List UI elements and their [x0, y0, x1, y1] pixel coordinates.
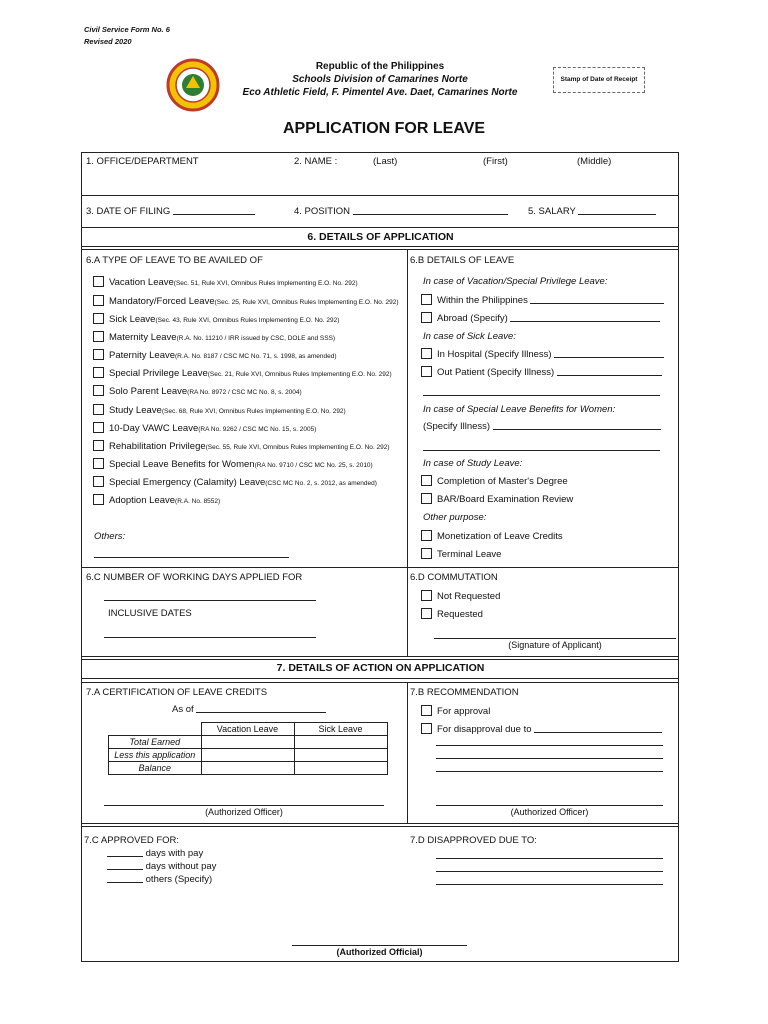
leave-type-label: Vacation Leave [109, 277, 174, 288]
leave-type-checkbox[interactable] [93, 422, 104, 433]
terminal-checkbox[interactable] [421, 548, 432, 559]
table-cell[interactable] [201, 749, 294, 762]
divider [81, 823, 678, 824]
republic-line: Republic of the Philippines [315, 61, 445, 72]
disapproval-line[interactable] [436, 758, 663, 759]
s6a-heading: 6.A TYPE OF LEAVE TO BE AVAILED OF [86, 255, 263, 266]
others-line[interactable] [94, 557, 289, 558]
middle-label: (Middle) [577, 156, 612, 167]
approval-option[interactable] [421, 705, 490, 717]
form-revised: Revised 2020 [84, 37, 132, 46]
date-filing-field[interactable] [86, 206, 255, 217]
section-7-title: 7. DETAILS OF ACTION ON APPLICATION [276, 662, 485, 674]
bar-label: BAR/Board Examination Review [437, 494, 574, 505]
leave-type-checkbox[interactable] [93, 276, 104, 287]
within-ph-label: Within the Philippines [437, 295, 528, 306]
bar-checkbox[interactable] [421, 493, 432, 504]
disapproved-line[interactable] [436, 884, 663, 885]
without-pay-field[interactable] [107, 861, 216, 872]
approval-label: For approval [437, 706, 491, 717]
leave-type-label: Paternity Leave [109, 350, 176, 361]
table-cell[interactable] [294, 762, 387, 775]
position-field[interactable] [294, 206, 508, 217]
case-study: In case of Study Leave: [423, 458, 523, 469]
case-women: In case of Special Leave Benefits for Women: [423, 404, 616, 415]
table-cell[interactable] [294, 736, 387, 749]
s7c-heading: 7.C APPROVED FOR: [84, 835, 180, 846]
leave-type-checkbox[interactable] [93, 349, 104, 360]
s7a-heading: 7.A CERTIFICATION OF LEAVE CREDITS [86, 687, 268, 698]
divider [81, 826, 678, 827]
leave-type-reference: (RA No. 9262 / CSC MC No. 15, s. 2005) [198, 426, 317, 433]
row-label: Less this application [109, 749, 202, 762]
leave-type-label: Sick Leave [109, 314, 156, 325]
row-label: Balance [109, 762, 202, 775]
with-pay-field[interactable] [107, 848, 203, 859]
leave-type-option[interactable] [93, 295, 399, 307]
hospital-checkbox[interactable] [421, 348, 432, 359]
masters-option[interactable] [421, 475, 568, 487]
leave-type-reference: (Sec. 55, Rule XVI, Omnibus Rules Implementing E.O. No. 292) [205, 444, 390, 451]
form-id: Civil Service Form No. 6 [84, 25, 170, 34]
divider [81, 195, 678, 196]
disapproval-option[interactable] [421, 723, 662, 735]
leave-type-checkbox[interactable] [93, 313, 104, 324]
s6d-heading: 6.D COMMUTATION [410, 572, 498, 583]
divider [407, 682, 408, 823]
s6c-heading: 6.C NUMBER OF WORKING DAYS APPLIED FOR [86, 572, 303, 583]
hospital-label: In Hospital (Specify Illness) [437, 349, 552, 360]
within-ph-option[interactable] [421, 294, 664, 306]
table-cell[interactable] [201, 762, 294, 775]
officer-signature-7b[interactable]: (Authorized Officer) [436, 805, 663, 817]
as-of-label: As of [172, 704, 194, 715]
col-sick: Sick Leave [294, 723, 387, 736]
leave-type-label: Solo Parent Leave [109, 386, 188, 397]
leave-type-checkbox[interactable] [93, 331, 104, 342]
outpatient-checkbox[interactable] [421, 366, 432, 377]
leave-type-reference: (Sec. 43, Rule XVI, Omnibus Rules Implementing E.O. No. 292) [155, 317, 340, 324]
leave-type-reference: (CSC MC No. 2, s. 2012, as amended) [265, 480, 377, 487]
monetization-checkbox[interactable] [421, 530, 432, 541]
others-specify-label: others (Specify) [145, 874, 213, 885]
disapproved-line[interactable] [436, 871, 663, 872]
masters-checkbox[interactable] [421, 475, 432, 486]
within-ph-checkbox[interactable] [421, 294, 432, 305]
name-label: 2. NAME : [294, 156, 338, 167]
leave-type-option[interactable] [93, 276, 358, 288]
s6b-heading: 6.B DETAILS OF LEAVE [410, 255, 515, 266]
outpatient-label: Out Patient (Specify Illness) [437, 367, 555, 378]
leave-type-label: Special Emergency (Calamity) Leave [109, 477, 266, 488]
leave-type-reference: (RA No. 8972 / CSC MC No. 8, s. 2004) [187, 389, 302, 396]
officer-signature-7a[interactable]: (Authorized Officer) [104, 805, 384, 817]
leave-type-checkbox[interactable] [93, 404, 104, 415]
leave-type-checkbox[interactable] [93, 440, 104, 451]
leave-type-reference: (R.A. No. 11210 / IRR issued by CSC, DOLE and SSS) [176, 335, 336, 342]
requested-option[interactable] [421, 608, 483, 620]
monetization-label: Monetization of Leave Credits [437, 531, 563, 542]
first-label: (First) [483, 156, 508, 167]
women-specify-line[interactable] [423, 450, 660, 451]
inclusive-dates-line[interactable] [104, 637, 316, 638]
receipt-stamp-box: Stamp of Date of Receipt [553, 67, 645, 93]
leave-type-checkbox[interactable] [93, 494, 104, 505]
leave-type-label: Maternity Leave [109, 332, 177, 343]
disapproved-line[interactable] [436, 858, 663, 859]
divider [407, 249, 408, 656]
s7d-heading: 7.D DISAPPROVED DUE TO: [410, 835, 537, 846]
not-requested-checkbox[interactable] [421, 590, 432, 601]
requested-checkbox[interactable] [421, 608, 432, 619]
leave-type-checkbox[interactable] [93, 367, 104, 378]
salary-label: 5. SALARY [528, 206, 576, 217]
bar-option[interactable] [421, 493, 573, 505]
salary-field[interactable] [528, 206, 656, 217]
date-filing-label: 3. DATE OF FILING [86, 206, 171, 217]
as-of-field[interactable] [172, 704, 326, 715]
leave-type-option[interactable] [93, 404, 346, 416]
leave-type-reference: (Sec. 21, Rule XVI, Omnibus Rules Implementing E.O. No. 292) [207, 371, 392, 378]
leave-type-reference: (R.A. No. 8187 / CSC MC No. 71, s. 1998, as amended) [175, 353, 337, 360]
leave-type-option[interactable] [93, 349, 337, 361]
abroad-checkbox[interactable] [421, 312, 432, 323]
applicant-signature[interactable]: (Signature of Applicant) [434, 638, 676, 650]
inclusive-dates-label: INCLUSIVE DATES [108, 608, 192, 619]
without-pay-label: days without pay [145, 861, 217, 872]
abroad-label: Abroad (Specify) [437, 313, 508, 324]
leave-type-reference: (RA No. 9710 / CSC MC No. 25, s. 2010) [254, 462, 373, 469]
sick-specify-line[interactable] [423, 395, 660, 396]
s7b-heading: 7.B RECOMMENDATION [410, 687, 519, 698]
working-days-line[interactable] [104, 600, 316, 601]
col-vacation: Vacation Leave [201, 723, 294, 736]
position-label: 4. POSITION [294, 206, 350, 217]
others-specify-field[interactable] [107, 874, 212, 885]
authorized-official-signature[interactable]: (Authorized Official) [292, 945, 467, 957]
leave-type-label: Mandatory/Forced Leave [109, 296, 215, 307]
leave-type-label: Rehabilitation Privilege [109, 441, 206, 452]
disapproval-line[interactable] [436, 771, 663, 772]
abroad-option[interactable] [421, 312, 660, 324]
masters-label: Completion of Master's Degree [437, 476, 568, 487]
divider [81, 678, 678, 679]
leave-type-label: Study Leave [109, 405, 162, 416]
not-requested-option[interactable] [421, 590, 500, 602]
last-label: (Last) [373, 156, 398, 167]
divider [81, 682, 678, 683]
women-illness-label: (Specify Illness) [423, 421, 491, 432]
leave-type-option[interactable] [93, 313, 339, 325]
with-pay-label: days with pay [145, 848, 204, 859]
divider [81, 249, 678, 250]
leave-credits-table [108, 722, 388, 775]
leave-type-option[interactable] [93, 385, 302, 397]
leave-type-option[interactable] [93, 367, 392, 379]
terminal-label: Terminal Leave [437, 549, 502, 560]
leave-type-reference: (R.A. No. 8552) [175, 498, 221, 505]
disapproval-line[interactable] [436, 745, 663, 746]
leave-type-option[interactable] [93, 494, 220, 506]
table-cell[interactable] [201, 736, 294, 749]
leave-type-label: Special Leave Benefits for Women [109, 459, 255, 470]
leave-type-label: Adoption Leave [109, 495, 176, 506]
leave-type-label: Special Privilege Leave [109, 368, 208, 379]
division-seal-icon [166, 58, 220, 115]
divider [81, 246, 678, 247]
form-title: APPLICATION FOR LEAVE [282, 120, 486, 137]
women-illness-field[interactable] [423, 421, 661, 432]
disapproval-label: For disapproval due to [437, 724, 532, 735]
table-row [109, 736, 388, 749]
table-cell[interactable] [294, 749, 387, 762]
leave-type-checkbox[interactable] [93, 295, 104, 306]
table-corner [109, 723, 202, 736]
table-header-row [109, 723, 388, 736]
other-purpose: Other purpose: [423, 512, 487, 523]
approval-checkbox[interactable] [421, 705, 432, 716]
case-sick: In case of Sick Leave: [423, 331, 516, 342]
leave-type-reference: (Sec. 51, Rule XVI, Omnibus Rules Implementing E.O. No. 292) [173, 280, 358, 287]
leave-type-option[interactable] [93, 476, 377, 488]
row-label: Total Earned [109, 736, 202, 749]
terminal-option[interactable] [421, 548, 501, 560]
divider [81, 659, 678, 660]
leave-type-checkbox[interactable] [93, 458, 104, 469]
division-line: Schools Division of Camarines Norte [292, 74, 468, 85]
hospital-option[interactable] [421, 348, 664, 360]
leave-type-label: 10-Day VAWC Leave [109, 423, 199, 434]
table-row [109, 749, 388, 762]
not-requested-label: Not Requested [437, 591, 501, 602]
office-label: 1. OFFICE/DEPARTMENT [86, 156, 199, 167]
disapproval-checkbox[interactable] [421, 723, 432, 734]
leave-type-reference: (Sec. 25, Rule XVI, Omnibus Rules Implementing E.O. No. 292) [214, 299, 399, 306]
leave-type-option[interactable] [93, 458, 373, 470]
divider [81, 656, 678, 657]
leave-type-option[interactable] [93, 440, 390, 452]
divider [81, 227, 678, 228]
outpatient-option[interactable] [421, 366, 662, 378]
section-6-title: 6. DETAILS OF APPLICATION [307, 231, 454, 243]
leave-type-option[interactable] [93, 331, 335, 343]
divider [81, 567, 678, 568]
others-label: Others: [94, 531, 126, 542]
leave-type-checkbox[interactable] [93, 476, 104, 487]
monetization-option[interactable] [421, 530, 563, 542]
leave-type-checkbox[interactable] [93, 385, 104, 396]
leave-type-option[interactable] [93, 422, 316, 434]
leave-type-reference: (Sec. 68, Rule XVI, Omnibus Rules Implementing E.O. No. 292) [161, 408, 346, 415]
table-row [109, 762, 388, 775]
requested-label: Requested [437, 609, 483, 620]
case-vacation: In case of Vacation/Special Privilege Leave: [423, 276, 608, 287]
address-line: Eco Athletic Field, F. Pimentel Ave. Daet, Camarines Norte [242, 87, 518, 98]
